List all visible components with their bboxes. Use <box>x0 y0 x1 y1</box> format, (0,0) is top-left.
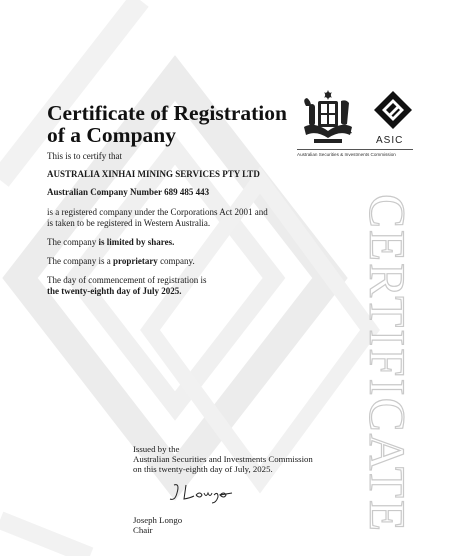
asic-label: ASIC <box>376 135 404 146</box>
coat-of-arms-icon <box>294 89 362 151</box>
asic-logo-icon <box>374 91 412 129</box>
limited-value: is limited by shares. <box>98 237 175 247</box>
company-number: Australian Company Number 689 485 443 <box>47 187 210 197</box>
limited-statement <box>47 237 174 248</box>
signatory-name: Joseph Longo <box>133 515 183 525</box>
certificate-title <box>47 102 287 146</box>
asic-full-name: Australian Securities & Investments Commission <box>297 152 396 157</box>
issuer-line-3: on this twenty-eighth day of July, 2025. <box>133 464 273 474</box>
type-prefix: The company is a <box>47 256 111 266</box>
commencement-date: the twenty-eighth day of July 2025. <box>47 286 182 296</box>
issuer-line-1: Issued by the <box>133 444 180 454</box>
company-name: AUSTRALIA XINHAI MINING SERVICES PTY LTD <box>47 169 260 179</box>
asic-divider <box>297 149 413 150</box>
type-value: proprietary <box>112 256 158 266</box>
issuer-line-2: Australian Securities and Investments Commission <box>133 454 313 464</box>
type-suffix: company. <box>160 256 195 266</box>
registration-line-1: is a registered company under the Corporations Act 2001 and <box>47 207 268 217</box>
vertical-certificate-text: CERTIFICATE <box>358 194 414 534</box>
signature-image <box>168 481 248 507</box>
company-type-statement <box>47 256 195 267</box>
limited-prefix: The company <box>47 237 97 247</box>
commencement-line: The day of commencement of registration is <box>47 275 207 285</box>
intro-text: This is to certify that <box>47 151 122 161</box>
registration-line-2: is taken to be registered in Western Australia. <box>47 218 211 228</box>
signatory-block <box>133 515 182 535</box>
title-line-2: of a Company <box>47 123 177 147</box>
issuer-block <box>133 444 313 474</box>
title-line-1: Certificate of Registration <box>47 101 287 125</box>
signatory-title: Chair <box>133 525 153 535</box>
